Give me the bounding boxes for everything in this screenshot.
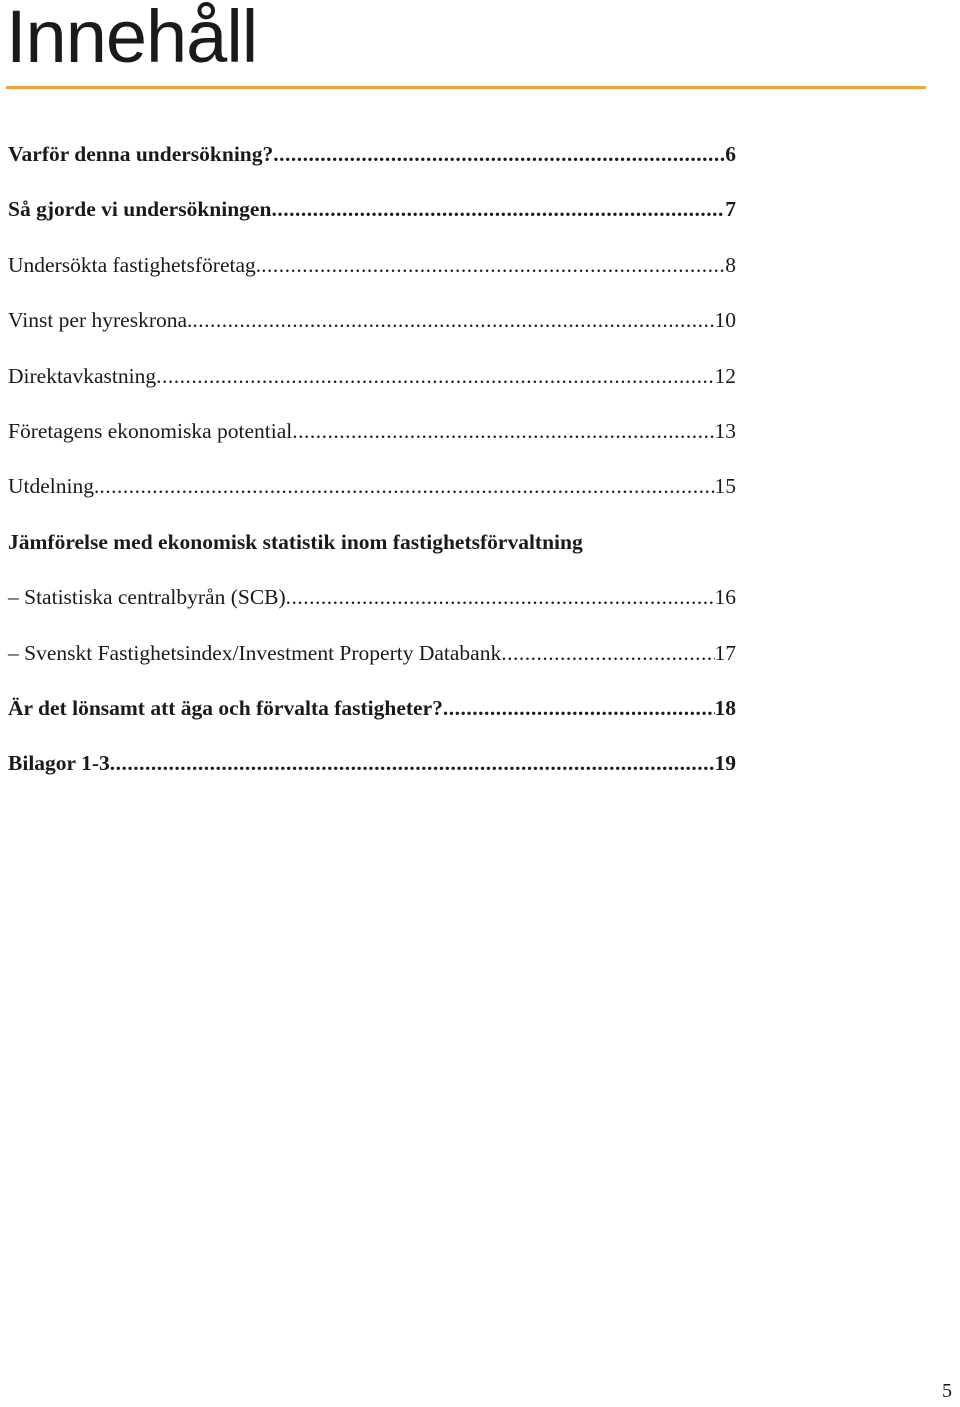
toc-entry-title: Utdelning. — [8, 474, 100, 499]
toc-entry-page-number: 7 — [725, 197, 736, 222]
toc-dot-leader — [192, 304, 714, 336]
toc-entry-page-number: 10 — [714, 308, 736, 333]
toc-entry[interactable] — [8, 138, 736, 193]
toc-entry-title: Är det lönsamt att äga och förvalta fastigheter? — [8, 695, 443, 720]
toc-entry-page-number: 6 — [725, 142, 736, 166]
toc-dot-leader — [273, 138, 725, 170]
toc-entry[interactable] — [8, 249, 736, 304]
toc-entry-page-number: 15 — [714, 474, 736, 499]
toc-dot-leader — [286, 581, 715, 613]
title-divider — [6, 86, 926, 89]
toc-entry[interactable] — [8, 193, 736, 248]
toc-entry-title: Direktavkastning — [8, 363, 157, 388]
toc-dot-leader — [271, 193, 725, 225]
toc-dot-leader — [261, 249, 725, 281]
toc-entry[interactable] — [8, 415, 736, 470]
toc-entry[interactable] — [8, 692, 736, 747]
toc-entry-title: Bilagor 1-3 — [8, 751, 110, 776]
toc-entry-title: Så gjorde vi undersökningen — [8, 197, 272, 222]
toc-dot-leader — [501, 637, 714, 669]
toc-entry-page-number: 17 — [714, 640, 736, 665]
table-of-contents — [8, 138, 736, 803]
toc-dot-leader — [292, 415, 714, 447]
toc-entry[interactable] — [8, 470, 736, 525]
toc-dot-leader — [99, 470, 714, 502]
page-number: 5 — [942, 1380, 952, 1402]
toc-entry[interactable] — [8, 304, 736, 359]
toc-dot-leader — [443, 692, 715, 724]
toc-dot-leader — [156, 360, 714, 392]
toc-entry-title: Varför denna undersökning? — [8, 142, 274, 166]
toc-entry-page-number: 16 — [714, 585, 736, 610]
toc-entry[interactable] — [8, 360, 736, 415]
toc-entry-page-number: 18 — [714, 695, 736, 720]
toc-entry[interactable] — [8, 637, 736, 692]
toc-entry-page-number: 19 — [714, 751, 736, 776]
toc-entry-page-number: 8 — [725, 252, 736, 277]
toc-entry-page-number: 13 — [714, 418, 736, 443]
toc-dot-leader — [110, 747, 715, 779]
toc-entry[interactable] — [8, 526, 736, 581]
page-title: Innehåll — [6, 0, 258, 78]
toc-entry-title: Företagens ekonomiska potential — [8, 418, 293, 443]
toc-entry-page-number: 12 — [714, 363, 736, 388]
toc-entry-title: – Statistiska centralbyrån (SCB) — [8, 585, 286, 610]
toc-entry-title: Vinst per hyreskrona. — [8, 308, 193, 333]
toc-entry-title: – Svenskt Fastighetsindex/Investment Property Databank — [8, 640, 502, 665]
toc-entry-title: Jämförelse med ekonomisk statistik inom fastighetsförvaltning — [8, 529, 583, 554]
toc-entry[interactable] — [8, 747, 736, 802]
toc-entry[interactable] — [8, 581, 736, 636]
toc-entry-title: Undersökta fastighetsföretag. — [8, 252, 262, 277]
